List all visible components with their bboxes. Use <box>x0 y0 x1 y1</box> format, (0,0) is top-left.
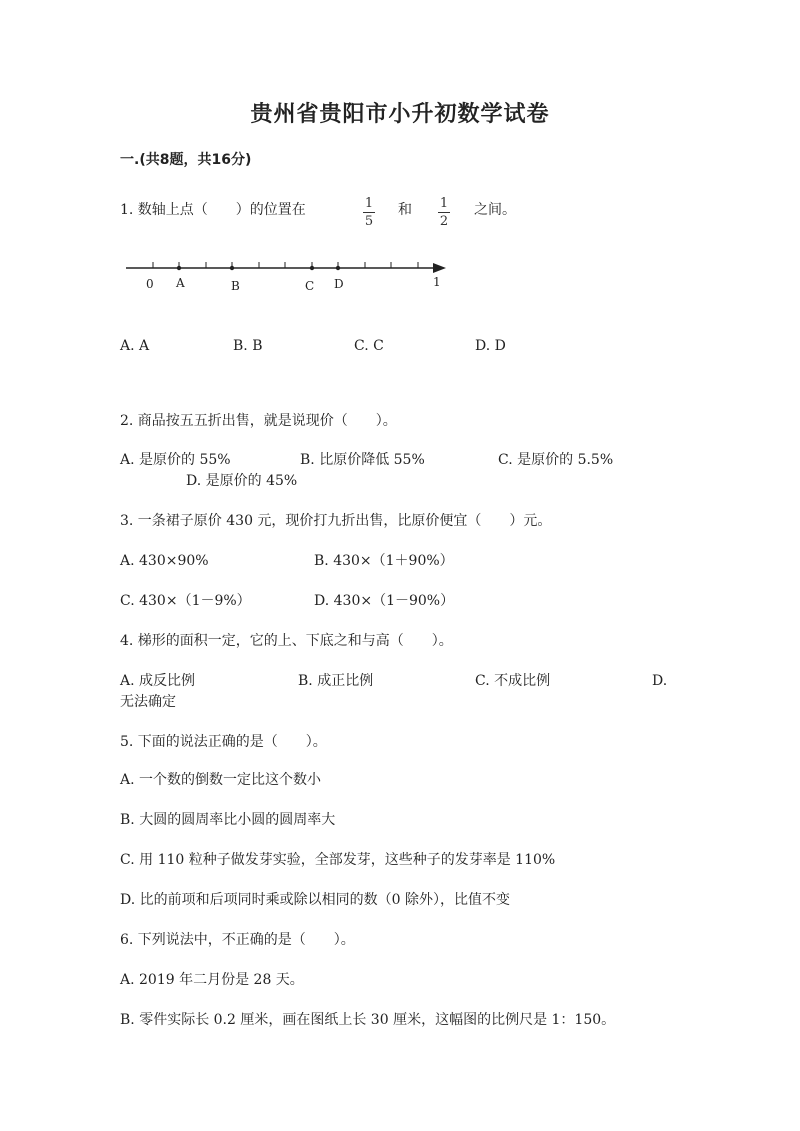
q2-option-c[interactable]: C. 是原价的 5.5% <box>498 452 614 468</box>
label-point-b: B <box>231 279 240 293</box>
point-a-dot <box>177 266 181 270</box>
q1-option-c[interactable]: C. C <box>354 338 384 354</box>
q4-option-d-label[interactable]: D. <box>652 673 668 689</box>
point-b-dot <box>230 266 234 270</box>
q6-option-a[interactable]: A. 2019 年二月份是 28 天。 <box>120 972 304 988</box>
q5-option-a[interactable]: A. 一个数的倒数一定比这个数小 <box>120 772 322 788</box>
q1-fraction-one-half <box>436 196 452 229</box>
q1-option-a[interactable]: A. A <box>120 338 150 354</box>
page-title: 贵州省贵阳市小升初数学试卷 <box>250 101 550 127</box>
point-c-dot <box>310 266 314 270</box>
q4-option-b[interactable]: B. 成正比例 <box>298 673 374 689</box>
q2-option-a[interactable]: A. 是原价的 55% <box>120 452 231 468</box>
q1-stem-end: 之间。 <box>474 202 516 218</box>
q2-option-b[interactable]: B. 比原价降低 55% <box>300 452 425 468</box>
point-d-dot <box>336 266 340 270</box>
q3-option-b[interactable]: B. 430×（1＋90%） <box>314 553 454 569</box>
q1-frac2-bar <box>438 212 450 213</box>
number-line-ticks <box>153 262 418 268</box>
label-zero: 0 <box>146 277 154 291</box>
q1-frac1-denominator: 5 <box>364 214 374 229</box>
q2-stem: 2. 商品按五五折出售，就是说现价（ ）。 <box>120 413 397 429</box>
label-point-d: D <box>334 277 344 291</box>
q6-stem: 6. 下列说法中，不正确的是（ ）。 <box>120 932 355 948</box>
q3-stem: 3. 一条裙子原价 430 元，现价打九折出售，比原价便宜（ ）元。 <box>120 513 552 529</box>
q5-option-d[interactable]: D. 比的前项和后项同时乘或除以相同的数（0 除外），比值不变 <box>120 892 510 908</box>
q1-stem-and: 和 <box>398 202 412 218</box>
q4-option-c[interactable]: C. 不成比例 <box>475 673 551 689</box>
number-line-diagram <box>0 255 800 300</box>
q1-fraction-one-fifth <box>361 196 377 229</box>
label-one: 1 <box>433 275 441 289</box>
label-point-c: C <box>305 279 315 293</box>
label-point-a: A <box>176 276 185 290</box>
q3-option-d[interactable]: D. 430×（1－90%） <box>314 593 455 609</box>
q1-stem-start: 1. 数轴上点（ ）的位置在 <box>120 202 306 218</box>
q3-option-a[interactable]: A. 430×90% <box>120 553 209 569</box>
q1-frac1-bar <box>363 212 375 213</box>
q5-stem: 5. 下面的说法正确的是（ ）。 <box>120 734 327 750</box>
q1-option-b[interactable]: B. B <box>233 338 263 354</box>
q3-option-c[interactable]: C. 430×（1－9%） <box>120 593 251 609</box>
q1-frac2-numerator: 1 <box>439 196 449 211</box>
q4-option-a[interactable]: A. 成反比例 <box>120 673 196 689</box>
q6-option-b[interactable]: B. 零件实际长 0.2 厘米，画在图纸上长 30 厘米，这幅图的比例尺是 1：150。 <box>120 1012 616 1028</box>
q5-option-c[interactable]: C. 用 110 粒种子做发芽实验，全部发芽，这些种子的发芽率是 110% <box>120 852 556 868</box>
q4-stem: 4. 梯形的面积一定，它的上、下底之和与高（ ）。 <box>120 633 453 649</box>
section-heading: 一.(共8题，共16分) <box>120 152 252 168</box>
q1-option-d[interactable]: D. D <box>475 338 506 354</box>
q2-option-d[interactable]: D. 是原价的 45% <box>186 473 298 489</box>
q1-frac1-numerator: 1 <box>364 196 374 211</box>
q4-option-d-text[interactable]: 无法确定 <box>120 694 176 710</box>
q1-frac2-denominator: 2 <box>439 214 449 229</box>
q5-option-b[interactable]: B. 大圆的圆周率比小圆的圆周率大 <box>120 812 336 828</box>
number-line-arrow <box>433 263 446 273</box>
